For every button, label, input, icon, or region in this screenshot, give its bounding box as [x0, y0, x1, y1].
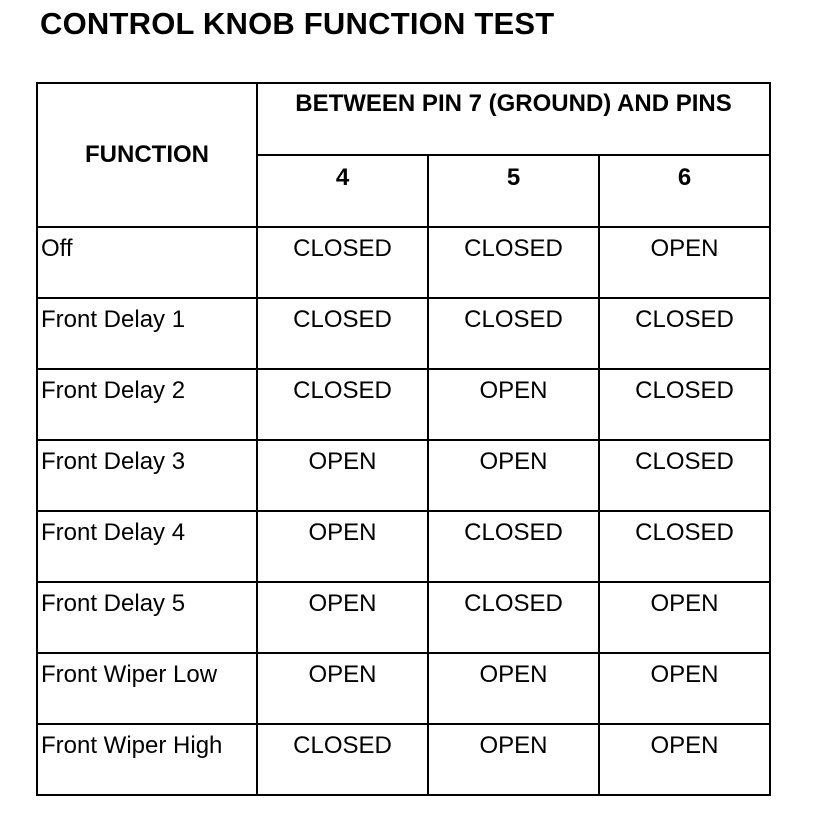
pin-4-state-cell [257, 440, 428, 511]
pins-group-header [257, 83, 770, 155]
function-test-table [36, 82, 771, 796]
pin-6-state-cell [599, 298, 770, 369]
function-label: Front Delay 2 [41, 377, 186, 404]
pin-state-value: OPEN [650, 732, 719, 759]
pin-label: 4 [335, 164, 350, 191]
pin-4-state-cell [257, 298, 428, 369]
function-label: Front Delay 4 [41, 519, 186, 546]
function-label: Front Wiper High [41, 732, 223, 759]
pin-state-value: CLOSED [464, 590, 563, 617]
function-cell [37, 298, 257, 369]
pin-5-state-cell [428, 298, 599, 369]
pin-state-value: OPEN [479, 661, 548, 688]
pin-state-value: CLOSED [635, 306, 734, 333]
pin-state-value: OPEN [650, 661, 719, 688]
function-label: Front Wiper Low [41, 661, 218, 688]
function-cell [37, 653, 257, 724]
pin-6-state-cell [599, 653, 770, 724]
pin-state-value: OPEN [650, 590, 719, 617]
table-body [37, 227, 770, 795]
pin-5-state-cell [428, 511, 599, 582]
table-row [37, 440, 770, 511]
table-row [37, 369, 770, 440]
pin-label: 5 [506, 164, 521, 191]
table-row [37, 653, 770, 724]
function-cell [37, 369, 257, 440]
pin-state-value: OPEN [479, 377, 548, 404]
pin-5-header [428, 155, 599, 227]
function-cell [37, 511, 257, 582]
pin-5-state-cell [428, 582, 599, 653]
pin-state-value: OPEN [650, 235, 719, 262]
pin-state-value: CLOSED [293, 306, 392, 333]
header-row-group [37, 83, 770, 155]
pin-6-state-cell [599, 440, 770, 511]
pin-5-state-cell [428, 440, 599, 511]
pin-5-state-cell [428, 369, 599, 440]
function-cell [37, 724, 257, 795]
pin-state-value: CLOSED [635, 448, 734, 475]
pin-5-state-cell [428, 653, 599, 724]
pin-state-value: CLOSED [293, 732, 392, 759]
function-cell [37, 227, 257, 298]
table-row [37, 724, 770, 795]
function-label: Front Delay 3 [41, 448, 186, 475]
page-title: CONTROL KNOB FUNCTION TEST [40, 6, 555, 41]
function-label: Off [41, 235, 73, 262]
pin-state-value: CLOSED [464, 306, 563, 333]
pin-state-value: OPEN [308, 448, 377, 475]
pin-state-value: CLOSED [635, 519, 734, 546]
pin-state-value: CLOSED [464, 519, 563, 546]
pin-state-value: CLOSED [293, 235, 392, 262]
pin-4-header [257, 155, 428, 227]
function-column-header: FUNCTION [37, 83, 257, 227]
pin-state-value: CLOSED [464, 235, 563, 262]
pin-6-state-cell [599, 511, 770, 582]
pin-6-header [599, 155, 770, 227]
pin-5-state-cell [428, 227, 599, 298]
pin-state-value: OPEN [308, 519, 377, 546]
function-cell [37, 440, 257, 511]
pin-state-value: OPEN [308, 590, 377, 617]
pin-label: 6 [677, 164, 692, 191]
pin-6-state-cell [599, 724, 770, 795]
pins-group-header-text: BETWEEN PIN 7 (GROUND) AND PINS [295, 90, 732, 117]
function-label: Front Delay 1 [41, 306, 186, 333]
function-label: Front Delay 5 [41, 590, 186, 617]
pin-4-state-cell [257, 227, 428, 298]
pin-6-state-cell [599, 227, 770, 298]
pin-4-state-cell [257, 653, 428, 724]
table-row [37, 582, 770, 653]
pin-5-state-cell [428, 724, 599, 795]
pin-4-state-cell [257, 511, 428, 582]
pin-6-state-cell [599, 582, 770, 653]
table-row [37, 227, 770, 298]
function-cell [37, 582, 257, 653]
pin-4-state-cell [257, 582, 428, 653]
pin-4-state-cell [257, 724, 428, 795]
pin-state-value: CLOSED [293, 377, 392, 404]
pin-state-value: OPEN [479, 448, 548, 475]
pin-state-value: OPEN [479, 732, 548, 759]
pin-6-state-cell [599, 369, 770, 440]
table-row [37, 511, 770, 582]
pin-4-state-cell [257, 369, 428, 440]
pin-state-value: CLOSED [635, 377, 734, 404]
pin-state-value: OPEN [308, 661, 377, 688]
table-row [37, 298, 770, 369]
